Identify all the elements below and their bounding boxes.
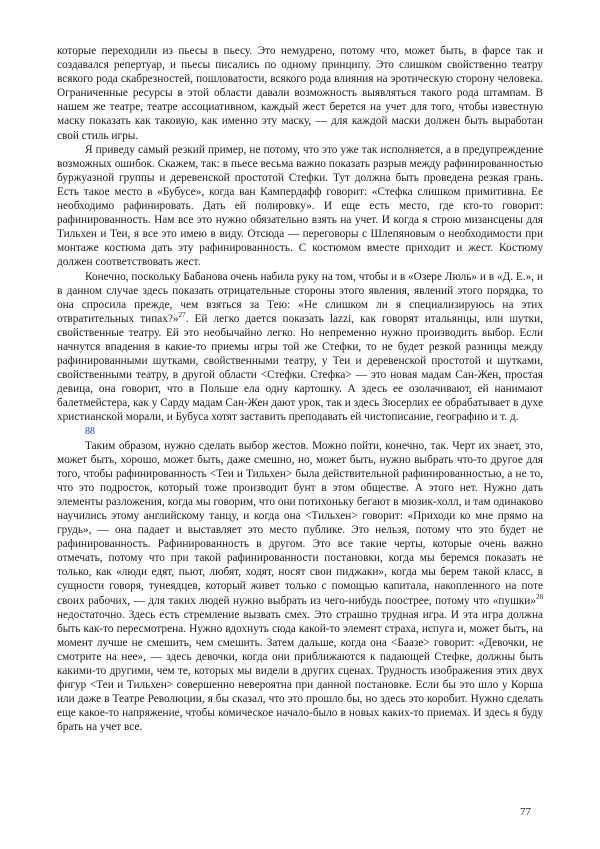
paragraph-4-part-2: недостаточно. Здесь есть стремление вызвать смех. Это страшно трудная игра. И эта игра должна быть как-то пересмотрена. Нужно вдохнуть сюда какой-то элемент страха, испуга и, может быть, на момент лучше не смешить, чем смешить. Затем дальше, когда она <Баазе> говорит: «Девочки, не смотрите на нее», — здесь девочки, когда они приближаются к падающей Стефке, должны быть какими-то другими, чем те, которых мы видели в других сценах. Трудность изображения этих двух фигур <Теи и Тильхен> совершенно невероятна при данной постановке. Если бы это шло у Корша или даже в Театре Революции, я бы сказал, что это прошло бы, но здесь это коробит. Нужно сделать еще какое-то напряжение, чтобы комическое начало-было в новых каких-то приемах. И здесь я буду брать на учет все. [57,608,543,734]
paragraph-3-part-1: Конечно, поскольку Бабанова очень набила руку на том, чтобы и в «Озере Люль» и в «Д. Е.», и в данном случае здесь показать отрицательные стороны этого явления, явлений этого порядка, то она спросила прежде, чем взяться за Тею: «Не слишком ли я специализируюсь на этих отвратительных типах?» [57,270,543,325]
footnote-ref-28[interactable]: 28 [536,592,543,601]
paragraph-3-part-2: . Ей легко дается показать lazzi, как говорят итальянцы, или шутки, свойственные театру. Ей это необычайно легко. Но непременно нужно производить выбор. Если начнутся впадения в какие-то приемы игры той же Стефки, то не будет резкой разницы между рафинированными шутками, свойственными театру, у Теи и деревенской простотой и шутками, свойственными театру, в другой области <Стефки. Стефка> — это новая мадам Сан-Жен, простая девица, она говорит, что в Польше ела одну картошку. А здесь ее озолачивают, ей нанимают балетмейстера, как у Сарду мадам Сан-Жен дают урок, так и здесь Зюсерлих ее обрабатывает в духе христианской морали, и Бубуса хотят заставить преподавать ей чистописание, географию и т. д. [57,312,544,424]
document-page [57,44,543,735]
margin-page-number[interactable]: 88 [85,425,95,437]
paragraph-3 [57,270,543,425]
paragraph-4-part-1: Таким образом, нужно сделать выбор жестов. Можно пойти, конечно, так. Черт их знает, это, может быть, хорошо, может быть, даже смешно, но, может быть, нужно выбрать что-то другое для того, чтобы рафинированность <Теи и Тильхен> была действительной рафинированностью, а не то, что это подросток, который тоже производит бунт в этом обществе. А этого нет. Нужно дать элементы разложения, когда мы говорим, что они потихоньку бегают в мюзик-холл, и там одинаково научились этому английскому танцу, и когда она <Тильхен> говорит: «Приходи ко мне прямо на грудь», — она падает и выставляет это место публике. Это нельзя, потому что это будет не рафинированность. Рафинированность в другом. Это все такие черты, которые очень важно отмечать, потому что при такой рафинированности постановки, когда мы беремся показать не только, как «люди едят, пьют, любят, ходят, носят свои пиджаки», когда мы берем такой класс, в сущности говоря, тунеядцев, который живет только с помощью капитала, накопленного на поте своих рабочих, — для таких людей нужно выбрать из чего-нибудь поострее, потому что «пушки» [57,439,543,607]
page-number: 77 [520,806,531,818]
paragraph-2: Я приведу самый резкий пример, не потому, что это уже так исполняется, а в предупреждение возможных ошибок. Скажем, так: в пьесе весьма важно показать разрыв между рафинированностью буржуазной группы и деревенской простотой Стефки. Тут должна быть проведена резкая грань. Есть такое место в «Бубусе», когда ван Кампердафф говорит: «Стефка слишком примитивна. Ее необходимо рафинировать. Дать ей полировку». И еще есть место, где кто-то говорит: рафинированность. Нам все это нужно обязательно взять на учет. И когда я строю мизансцены для Тильхен и Теи, я все это имею в виду. Отсюда — переговоры с Шлепяновым о необходимости при монтаже костюма дать эту рафинированность. С костюмом вместе приходит и жест. Костюму должен соответствовать жест. [57,143,543,269]
paragraph-1: которые переходили из пьесы в пьесу. Это немудрено, потому что, может быть, в фарсе так и создавался репертуар, и пьесы писались по одному принципу. Это слишком свойственно театру всякого рода скабрезностей, пошловатости, всякого рода влияния на эротическую сторону человека. Ограниченные ресурсы в этой области давали возможность выявляться такого рода штампам. В нашем же театре, театре ассоциативном, каждый жест берется на учет для того, чтобы известную маску показать как таковую, как именно эту маску, — для каждой маски должен быть выработан свой стиль игры. [57,45,543,142]
paragraph-4 [57,439,543,735]
footnote-ref-27[interactable]: 27 [178,311,186,320]
